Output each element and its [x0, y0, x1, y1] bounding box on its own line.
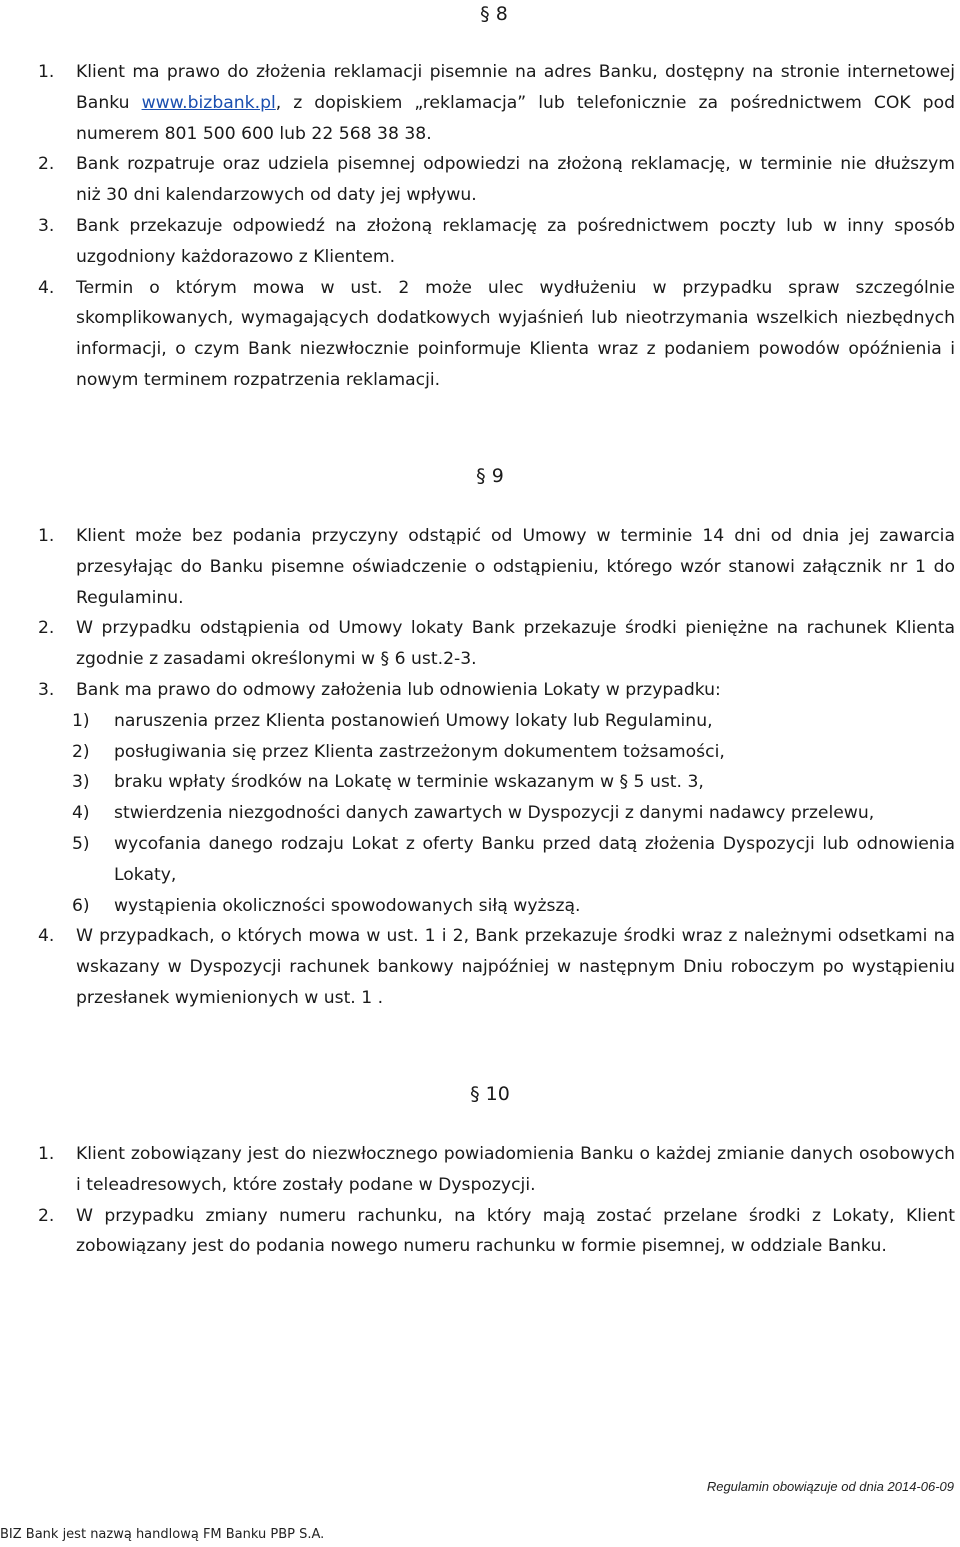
section-title-8: § 8	[480, 3, 508, 25]
list-item	[38, 1139, 955, 1201]
item-number: 2.	[38, 1205, 55, 1226]
sub-item-text: stwierdzenia niezgodności danych zawartych w Dyspozycji z danymi nadawcy przelewu,	[114, 803, 875, 824]
item-text: Klient może bez podania przyczyny odstąpić od Umowy w terminie 14 dni od dnia jej zawarcia przesyłając do Banku pisemne oświadczenie o odstąpieniu, którego wzór stanowi załącznik nr 1 do Regulaminu.	[76, 526, 955, 608]
list-item	[38, 211, 955, 273]
item-number: 2.	[38, 154, 55, 175]
section-9-list	[38, 521, 955, 1014]
section-title-10: § 10	[470, 1083, 510, 1105]
item-text: Bank ma prawo do odmowy założenia lub odnowienia Lokaty w przypadku:	[76, 679, 721, 700]
list-item	[38, 613, 955, 675]
item-text: Bank przekazuje odpowiedź na złożoną reklamację za pośrednictwem poczty lub w inny sposób uzgodniony każdorazowo z Klientem.	[76, 215, 955, 267]
list-item	[38, 521, 955, 613]
item-number: 1.	[38, 62, 55, 82]
item-number: 3.	[38, 215, 55, 236]
sub-item-number: 1)	[72, 710, 90, 731]
item-number: 1.	[38, 526, 55, 546]
sub-list-item	[38, 891, 955, 922]
item-text: Bank rozpatruje oraz udziela pisemnej odpowiedzi na złożoną reklamację, w terminie nie dłuższym niż 30 dni kalendarzowych od daty jej wpływu.	[76, 154, 955, 206]
sub-item-text: posługiwania się przez Klienta zastrzeżonym dokumentem tożsamości,	[114, 741, 725, 762]
item-number: 3.	[38, 679, 55, 700]
item-number: 4.	[38, 926, 55, 947]
sub-list-item	[38, 706, 955, 737]
section-8-list	[38, 57, 955, 396]
sub-item-number: 2)	[72, 741, 90, 762]
item-number: 2.	[38, 618, 55, 639]
footer-effective-date: Regulamin obowiązuje od dnia 2014-06-09	[706, 1479, 954, 1494]
sub-item-text: naruszenia przez Klienta postanowień Umowy lokaty lub Regulaminu,	[114, 710, 713, 731]
sub-list-item	[38, 798, 955, 829]
list-item	[38, 1201, 955, 1263]
sublist-container	[38, 706, 955, 922]
item-text: Klient zobowiązany jest do niezwłocznego powiadomienia Banku o każdej zmianie danych osobowych i teleadresowych, które zostały podane w Dyspozycji.	[76, 1144, 955, 1195]
sub-item-number: 6)	[72, 895, 90, 916]
sub-list-item	[38, 737, 955, 768]
sub-item-number: 3)	[72, 772, 90, 793]
refusal-reasons-list	[38, 706, 955, 922]
item-number: 4.	[38, 277, 55, 298]
item-text: W przypadkach, o których mowa w ust. 1 i 2, Bank przekazuje środki wraz z należnymi odsetkami na wskazany w Dyspozycji rachunek bankowy najpóźniej w następnym Dniu roboczym po wystąpieniu przesłanek wymienionych w ust. 1 .	[76, 926, 955, 1008]
sub-list-item	[38, 829, 955, 891]
section-title-9: § 9	[476, 465, 504, 487]
list-item	[38, 57, 955, 149]
list-item	[38, 149, 955, 211]
list-item	[38, 273, 955, 396]
footer-brand-note: BIZ Bank jest nazwą handlową FM Banku PBP S.A.	[0, 1527, 325, 1542]
item-text: Klient ma prawo do złożenia reklamacji pisemnie na adres Banku, dostępny na stronie internetowej Banku	[76, 62, 955, 113]
list-item	[38, 921, 955, 1013]
sub-item-text: braku wpłaty środków na Lokatę w terminie wskazanym w § 5 ust. 3,	[114, 772, 704, 793]
item-text-continued: , z dopiskiem „reklamacja” lub telefonicznie za pośrednictwem COK pod numerem 801 500 600 lub 22 568 38 38.	[76, 92, 955, 144]
list-item	[38, 675, 955, 706]
sub-item-number: 4)	[72, 803, 90, 824]
sub-list-item	[38, 767, 955, 798]
sub-item-text: wystąpienia okoliczności spowodowanych siłą wyższą.	[114, 895, 581, 916]
sub-item-number: 5)	[72, 833, 90, 854]
item-text: W przypadku odstąpienia od Umowy lokaty Bank przekazuje środki pieniężne na rachunek Klienta zgodnie z zasadami określonymi w § 6 ust.2-3.	[76, 618, 955, 670]
item-text: W przypadku zmiany numeru rachunku, na który mają zostać przelane środki z Lokaty, Klient zobowiązany jest do podania nowego numeru rachunku w formie pisemnej, w oddziale Banku.	[76, 1205, 955, 1257]
item-number: 1.	[38, 1144, 55, 1164]
sub-item-text: wycofania danego rodzaju Lokat z oferty Banku przed datą złożenia Dyspozycji lub odnowienia Lokaty,	[114, 833, 955, 885]
section-10-list	[38, 1139, 955, 1262]
item-text: Termin o którym mowa w ust. 2 może ulec wydłużeniu w przypadku spraw szczególnie skomplikowanych, wymagających dodatkowych wyjaśnień lub nieotrzymania wszelkich niezbędnych informacji, o czym Bank niezwłocznie poinformuje Klienta wraz z podaniem powodów opóźnienia i nowym terminem rozpatrzenia reklamacji.	[76, 277, 955, 390]
bank-website-link[interactable]: www.bizbank.pl	[141, 92, 276, 113]
